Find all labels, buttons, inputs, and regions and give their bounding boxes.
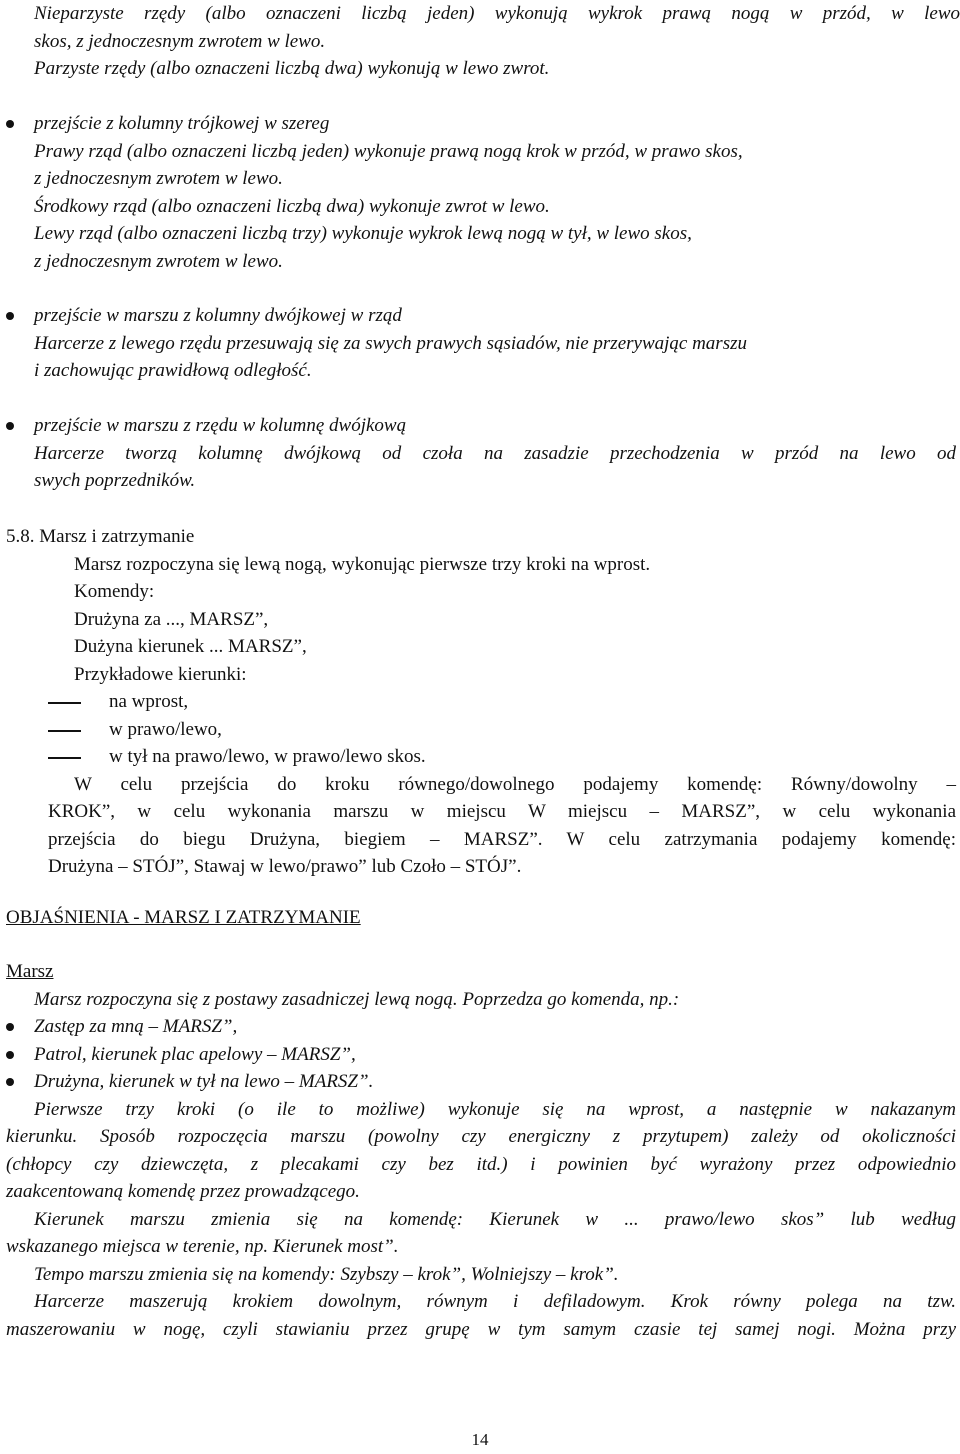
- text-line: z jednoczesnym zwrotem w lewo.: [34, 250, 283, 272]
- text-line: Nieparzyste rzędy (albo oznaczeni liczbą jeden) wykonują wykrok prawą nogą w przód, w lewo: [34, 3, 960, 24]
- directions-label: Przykładowe kierunki:: [74, 663, 247, 685]
- text-line: KROK”, w celu wykonania marszu w miejscu W miejscu – MARSZ”, w celu wykonania: [48, 801, 956, 822]
- bullet-icon: [6, 422, 14, 430]
- text-line: (chłopcy czy dziewczęta, z plecakami czy bez itd.) i powinien być wyrażony przez odpowiednio: [6, 1153, 956, 1175]
- marsz-subheading: Marsz: [6, 961, 54, 982]
- text-line: kierunku. Sposób rozpoczęcia marszu (powolny czy energiczny z przytupem) zależy od okoliczności: [6, 1126, 956, 1147]
- text-line: zaakcentowaną komendę przez prowadzącego.: [6, 1181, 360, 1202]
- direction-item: w tył na prawo/lewo, w prawo/lewo skos.: [0, 743, 960, 771]
- bullet-icon: [6, 312, 14, 320]
- text-line: Lewy rząd (albo oznaczeni liczbą trzy) wykonuje wykrok lewą nogą w tył, w lewo skos,: [34, 223, 692, 244]
- bullet-icon: [6, 120, 14, 128]
- explanations-heading: OBJAŚNIENIA - MARSZ I ZATRZYMANIE: [6, 907, 361, 928]
- bullet-icon: [6, 1051, 14, 1059]
- section-5-8: [0, 523, 960, 881]
- example-item: Patrol, kierunek plac apelowy – MARSZ”,: [0, 1041, 960, 1069]
- text-line: Tempo marszu zmienia się na komendy: Szybszy – krok”, Wolniejszy – krok”.: [34, 1263, 619, 1285]
- commands-label: Komendy:: [74, 581, 155, 602]
- text-line: Harcerze maszerują krokiem dowolnym, równym i defiladowym. Krok równy polega na tzw.: [34, 1291, 956, 1312]
- bullet-title: przejście z kolumny trójkowej w szereg: [34, 113, 330, 134]
- dash-icon: [48, 757, 81, 759]
- text-line: swych poprzedników.: [34, 470, 196, 491]
- bullet-item: [0, 302, 960, 385]
- text-line: i zachowując prawidłową odległość.: [34, 360, 312, 381]
- marsz-section: [0, 958, 960, 1343]
- text-line: z jednoczesnym zwrotem w lewo.: [34, 168, 283, 189]
- command-item: Dużyna kierunek ... MARSZ”,: [74, 636, 307, 657]
- paragraph-p1: [0, 1096, 960, 1206]
- explanations-section: [0, 904, 960, 932]
- bullet-item: [0, 110, 960, 275]
- paragraph-commands: [0, 771, 960, 881]
- dash-icon: [48, 702, 81, 704]
- text-line: Kierunek marszu zmienia się na komendę: Kierunek w ... prawo/lewo skos” lub według: [34, 1208, 956, 1230]
- page-number: 14: [471, 1430, 489, 1449]
- bullet-icon: [6, 1078, 14, 1086]
- direction-item: na wprost,: [0, 688, 960, 716]
- bullet-icon: [6, 1023, 14, 1031]
- paragraph-p2: [0, 1206, 960, 1261]
- text-line: Marsz rozpoczyna się lewą nogą, wykonując pierwsze trzy kroki na wprost.: [74, 553, 651, 575]
- paragraph-top: [0, 0, 960, 83]
- section-heading: 5.8. Marsz i zatrzymanie: [6, 526, 195, 547]
- text-line: Parzyste rzędy (albo oznaczeni liczbą dwa) wykonują w lewo zwrot.: [34, 58, 550, 79]
- text-line: Prawy rząd (albo oznaczeni liczbą jeden) wykonuje prawą nogą krok w przód, w prawo skos,: [34, 140, 743, 162]
- dash-icon: [48, 730, 81, 732]
- example-item: Zastęp za mną – MARSZ”,: [0, 1013, 960, 1041]
- text-line: Pierwsze trzy kroki (o ile to możliwe) wykonuje się na wprost, a następnie w nakazanym: [34, 1098, 956, 1120]
- direction-item: w prawo/lewo,: [0, 716, 960, 744]
- text-line: W celu przejścia do kroku równego/dowolnego podajemy komendę: Równy/dowolny –: [74, 773, 956, 795]
- bullet-item: [0, 412, 960, 495]
- example-item: Drużyna, kierunek w tył na lewo – MARSZ”.: [0, 1068, 960, 1096]
- text-line: skos, z jednoczesnym zwrotem w lewo.: [34, 30, 326, 52]
- text-line: Harcerze z lewego rzędu przesuwają się za swych prawych sąsiadów, nie przerywając marszu: [34, 332, 747, 354]
- paragraph-p3: [0, 1261, 960, 1289]
- paragraph-p4: [0, 1288, 960, 1343]
- text-line: Drużyna – STÓJ”, Stawaj w lewo/prawo” lub Czoło – STÓJ”.: [48, 856, 522, 877]
- text-line: Marsz rozpoczyna się z postawy zasadniczej lewą nogą. Poprzedza go komenda, np.:: [34, 988, 680, 1010]
- bullet-title: przejście w marszu z rzędu w kolumnę dwójkową: [34, 415, 407, 436]
- text-line: Harcerze tworzą kolumnę dwójkową od czoła na zasadzie przechodzenia w przód na lewo od: [34, 442, 956, 464]
- command-item: Drużyna za ..., MARSZ”,: [74, 608, 269, 630]
- bullet-title: przejście w marszu z kolumny dwójkowej w rząd: [34, 305, 402, 326]
- text-line: maszerowaniu w nogę, czyli stawianiu przez grupę w tym samym czasie tej samej nogi. Można przy: [6, 1318, 956, 1340]
- text-line: Środkowy rząd (albo oznaczeni liczbą dwa) wykonuje zwrot w lewo.: [34, 195, 550, 217]
- text-line: przejścia do biegu Drużyna, biegiem – MARSZ”. W celu zatrzymania podajemy komendę:: [48, 828, 956, 850]
- text-line: wskazanego miejsca w terenie, np. Kierunek most”.: [6, 1236, 399, 1257]
